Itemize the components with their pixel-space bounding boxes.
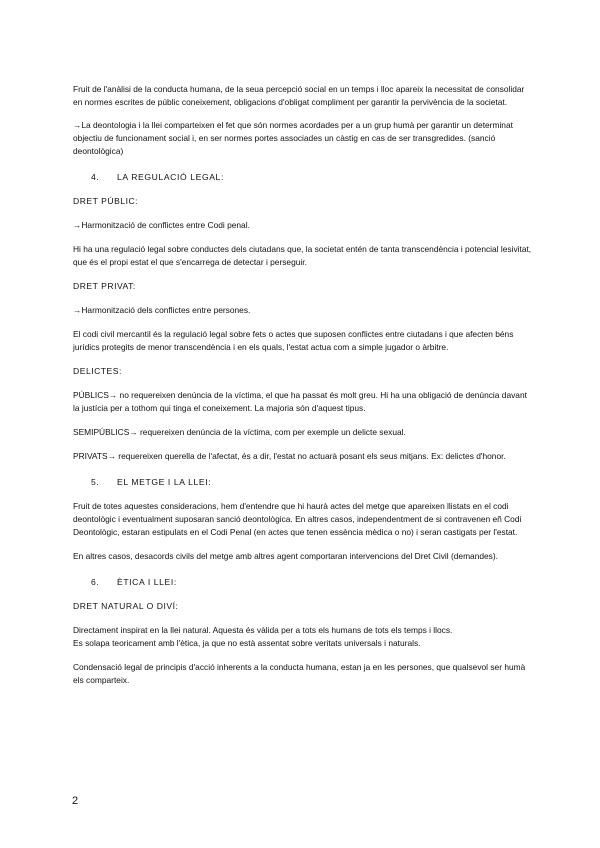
paragraph: →La deontologia i la llei comparteixen el fet que són normes acordades per a un grup humà per garantir un determinat objectiu de funcionament social i, en ser normes portes associades un càstig en cas de ser transgredides. (sanció deontològica) <box>73 120 513 156</box>
paragraph: PÚBLICS→ no requereixen denúncia de la víctima, el que ha passat és molt greu. Hi ha una obligació de denúncia davant la justícia per a tothom qui tinga el coneixement. La majoria són d'aquest tipus. <box>73 390 527 413</box>
page-content <box>73 83 533 687</box>
paragraph: El codi civil mercantil és la regulació legal sobre fets o actes que suposen conflictes entre ciutadans i que afecten béns jurídics protegits de menor transcendència i en els quals, l'estat actua com a simple jugador o àrbitre. <box>73 329 514 352</box>
section-number: 5. <box>91 477 100 487</box>
section-title: LA REGULACIÓ LEGAL: <box>117 172 224 182</box>
page-number: 2 <box>72 795 79 807</box>
paragraph: Es solapa teoricament amb l'ètica, ja que no està assentat sobre veritats universals i naturals. <box>73 638 421 648</box>
paragraph: Directament inspirat en la llei natural. Aquesta és vàlida per a tots els humans de tots els temps i llocs. <box>73 625 453 635</box>
section-title: ÈTICA I LLEI: <box>117 577 177 587</box>
section-heading-5 <box>73 476 533 489</box>
paragraph: PRIVATS→ requereixen querella de l'afectat, és a dir, l'estat no actuarà posant els seus mitjans. Ex: delictes d'honor. <box>73 451 506 461</box>
paragraph: En altres casos, desacords civils del metge amb altres agent comportaran intervencions del Dret Civil (demandes). <box>73 551 498 561</box>
paragraph: →Harmonització de conflictes entre Codi penal. <box>73 220 250 230</box>
section-number: 6. <box>91 577 100 587</box>
subheading-delictes: DELICTES: <box>73 366 122 376</box>
subheading-dret-privat: DRET PRIVAT: <box>73 281 136 291</box>
paragraph: SEMIPÚBLICS→ requereixen denúncia de la víctima, com per exemple un delicte sexual. <box>73 427 406 437</box>
paragraph: Hi ha una regulació legal sobre conductes dels ciutadans que, la societat entén de tanta transcendència i potencial lesivitat, que és el propi estat el que s'encarrega de detectar i perseguir. <box>73 244 532 267</box>
subheading-dret-natural: DRET NATURAL O DIVÍ: <box>73 601 179 611</box>
section-number: 4. <box>91 172 100 182</box>
paragraph: Condensació legal de principis d'acció inherents a la conducta humana, estan ja en les persones, que qualsevol ser humà els comparteix. <box>73 662 526 685</box>
section-title: EL METGE I LA LLEI: <box>117 477 212 487</box>
paragraph: Fruit de l'anàlisi de la conducta humana, de la seua percepció social en un temps i lloc apareix la necessitat de consolidar en normes escrites de públic coneixement, obligacions d'obligat compliment per garantir la pervivència de la societat. <box>73 84 525 107</box>
section-heading-6 <box>73 576 533 589</box>
paragraph: Fruit de totes aquestes consideracions, hem d'entendre que hi haurà actes del metge que apareixen llistats en el codi deontològic i eventualment suposaran sanció deontològica. En altres casos, independentment de si contravenen eñ Codi Deontològic, estaran estipulats en el Codi Penal (en actes que tenen essència mèdica o no) i seran castigats per l'estat. <box>73 501 522 537</box>
subheading-dret-public: DRET PÚBLIC: <box>73 196 139 206</box>
paragraph: →Harmonització dels conflictes entre persones. <box>73 305 251 315</box>
section-heading-4 <box>73 171 533 184</box>
